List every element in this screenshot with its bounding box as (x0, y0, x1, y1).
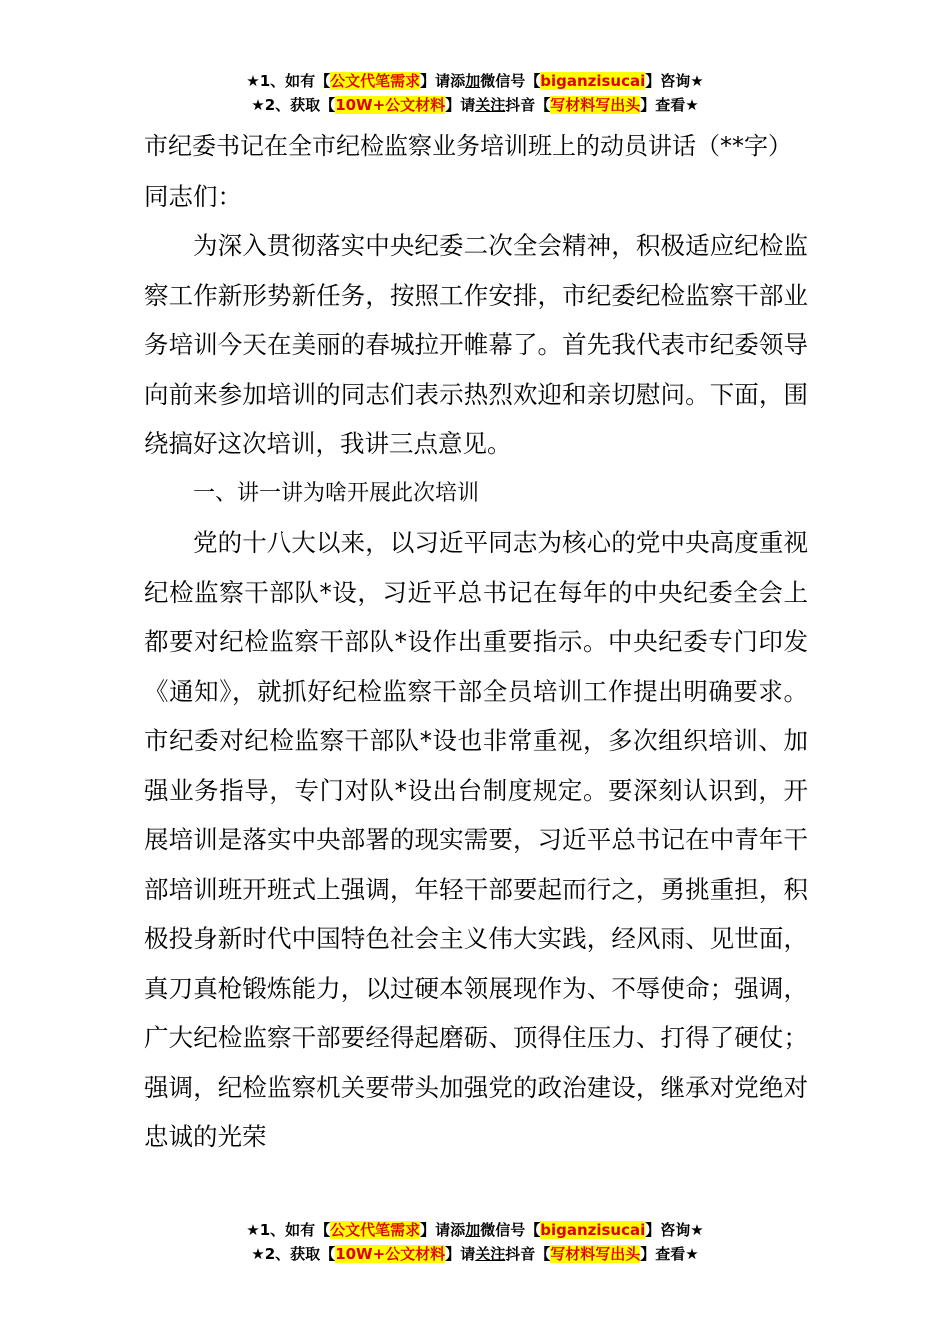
promo-text: 】请添 (420, 1221, 466, 1239)
promo-text: 】咨询★ (645, 72, 704, 90)
promo-text: 抖音【 (505, 1245, 551, 1263)
promo-highlight-wechat-id: biganzisucai (540, 1221, 646, 1239)
promo-underlined-text: 加 (465, 1221, 481, 1239)
bottom-promo-banner (0, 1218, 950, 1266)
promo-text: 】请添 (420, 72, 466, 90)
promo-highlight-douyin: 写材料写出头 (550, 96, 641, 114)
promo-text: 微信号【 (480, 72, 541, 90)
promo-line-2 (0, 1242, 950, 1266)
paragraph-section-1: 党的十八大以来，以习近平同志为核心的党中央高度重视纪检监察干部队*设，习近平总书记在每年的中央纪委全会上都要对纪检监察干部队*设作出重要指示。中央纪委专门印发《通知》，就抓好纪检监察干部全员培训工作提出明确要求。市纪委对纪检监察干部队*设也非常重视，多次组织培训、加强业务指导，专门对队*设出台制度规定。要深刻认识到，开展培训是落实中央部署的现实需要，习近平总书记在中青年干部培训班开班式上强调，年轻干部要起而行之，勇挑重担，积极投身新时代中国特色社会主义伟大实践，经风雨、见世面，真刀真枪锻炼能力，以过硬本领展现作为、不辱使命；强调，广大纪检监察干部要经得起磨砺、顶得住压力、打得了硬仗；强调，纪检监察机关要带头加强党的政治建设，继承对党绝对忠诚的光荣 (144, 528, 808, 1151)
promo-underlined-text: 关注 (475, 1245, 506, 1263)
promo-highlight: 公文代笔需求 (330, 1221, 421, 1239)
top-promo-banner (0, 69, 950, 117)
promo-text: 微信号【 (480, 1221, 541, 1239)
promo-text: 抖音【 (505, 96, 551, 114)
promo-text: ★2、获取【 (251, 96, 336, 114)
document-body (144, 122, 808, 1162)
promo-highlight: 10W+公文材料 (335, 1245, 446, 1263)
promo-highlight: 公文代笔需求 (330, 72, 421, 90)
promo-text: ★2、获取【 (251, 1245, 336, 1263)
promo-underlined-text: 加 (465, 72, 481, 90)
promo-text: 】咨询★ (645, 1221, 704, 1239)
paragraph-intro: 为深入贯彻落实中央纪委二次全会精神，积极适应纪检监察工作新形势新任务，按照工作安排，市纪委纪检监察干部业务培训今天在美丽的春城拉开帷幕了。首先我代表市纪委领导向前来参加培训的同志们表示热烈欢迎和亲切慰问。下面，围绕搞好这次培训，我讲三点意见。 (144, 231, 808, 458)
section-heading-1: 一、讲一讲为啥开展此次培训 (193, 480, 480, 506)
promo-text: 】请 (445, 96, 476, 114)
promo-highlight-douyin: 写材料写出头 (550, 1245, 641, 1263)
promo-text: ★1、如有【 (246, 1221, 331, 1239)
promo-text: 】查看★ (640, 96, 699, 114)
promo-line-1 (0, 1218, 950, 1242)
promo-highlight: 10W+公文材料 (335, 96, 446, 114)
promo-line-1 (0, 69, 950, 93)
document-title: 市纪委书记在全市纪检监察业务培训班上的动员讲话（**字） (144, 132, 792, 160)
promo-underlined-text: 关注 (475, 96, 506, 114)
promo-text: 】查看★ (640, 1245, 699, 1263)
promo-highlight-wechat-id: biganzisucai (540, 72, 646, 90)
promo-line-2 (0, 93, 950, 117)
promo-text: 】请 (445, 1245, 476, 1263)
promo-text: ★1、如有【 (246, 72, 331, 90)
salutation: 同志们： (144, 181, 242, 211)
